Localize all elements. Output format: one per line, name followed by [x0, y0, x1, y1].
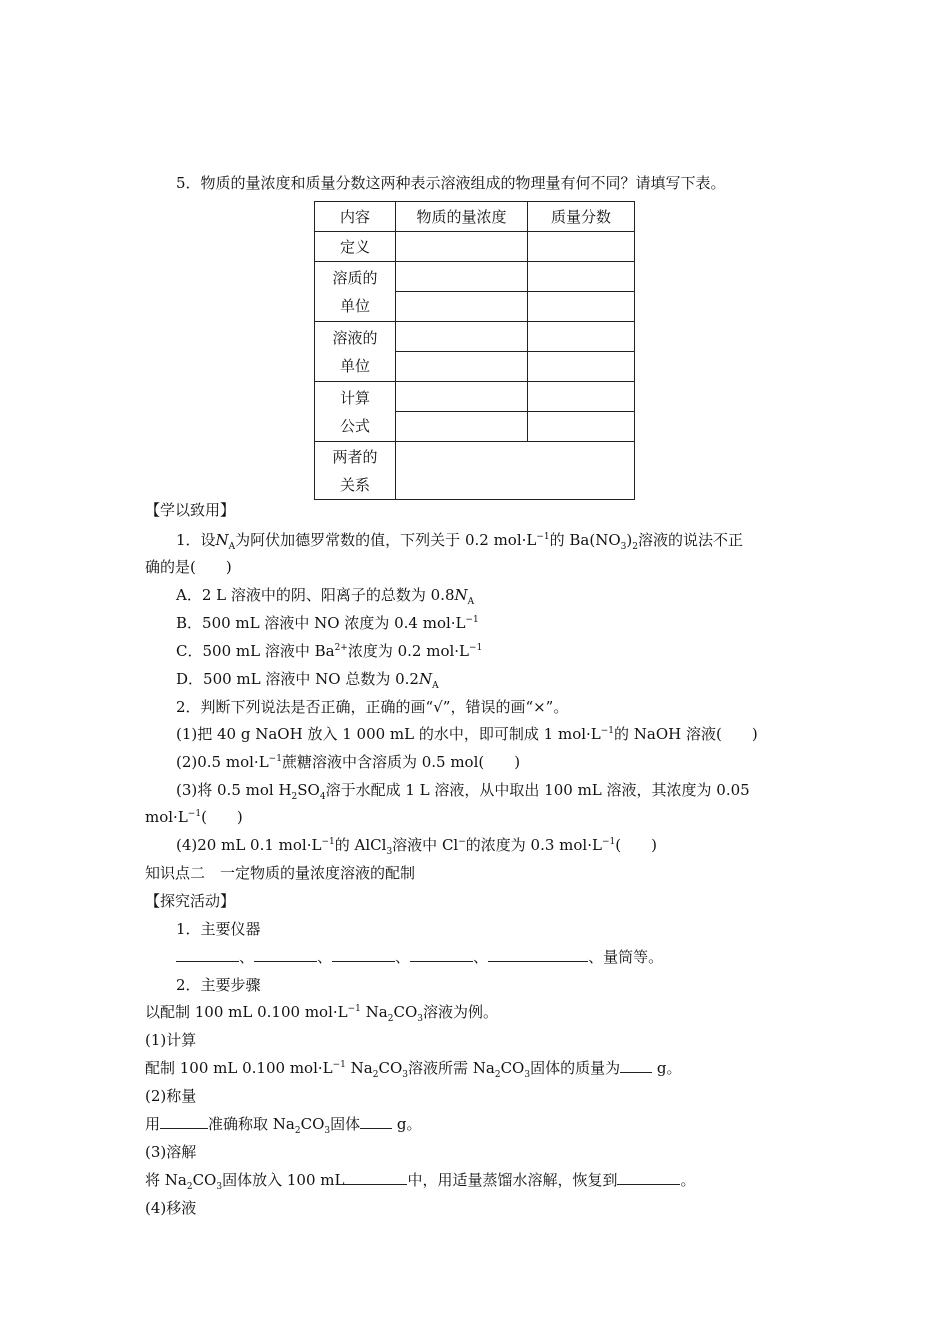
knowledge-point-2-title: 知识点二 一定物质的量浓度溶液的配制	[145, 864, 416, 882]
row-label-definition: 定义	[315, 232, 396, 262]
fill-blank[interactable]	[410, 947, 473, 962]
text: CO	[378, 1059, 403, 1077]
row-label-formula	[315, 382, 396, 442]
label-part: 溶液的	[332, 328, 378, 347]
answer-cell[interactable]	[396, 352, 528, 382]
sub: 2	[632, 542, 638, 552]
dissolve-line	[145, 1170, 695, 1190]
sup: −1	[268, 754, 282, 764]
section-instruments: 1．主要仪器	[176, 920, 261, 938]
table-row	[315, 232, 635, 262]
text: D．500 mL 溶液中 NO 总数为 0.2	[176, 670, 419, 688]
text: 的 AlCl	[334, 836, 387, 854]
text: ( )	[615, 836, 657, 854]
text: Na	[345, 1059, 373, 1077]
sub: 4	[319, 792, 326, 802]
answer-cell[interactable]	[528, 232, 635, 262]
step-weigh: (2)称量	[145, 1087, 197, 1105]
step-calculate: (1)计算	[145, 1031, 197, 1049]
label-part: 关系	[339, 475, 370, 494]
fill-blank[interactable]	[620, 1058, 652, 1073]
answer-cell[interactable]	[528, 292, 635, 322]
instruments-blanks	[176, 947, 663, 967]
text: 溶液的说法不正	[637, 531, 743, 549]
table-row	[315, 382, 635, 412]
sup: −1	[600, 726, 615, 736]
text: 溶液中 Cl	[392, 836, 459, 854]
row-label-solution-unit	[315, 322, 396, 382]
q2-item-4	[176, 835, 657, 855]
text: (2)0.5 mol·L	[176, 753, 269, 771]
separator: 、	[395, 948, 411, 966]
separator: 、	[239, 948, 255, 966]
text: 固体放入 100 mL	[222, 1171, 345, 1189]
sub: A	[228, 542, 236, 552]
fill-blank[interactable]	[176, 947, 239, 962]
q2-item-2	[176, 752, 520, 772]
header-mass-fraction: 质量分数	[528, 202, 635, 232]
text: (4)20 mL 0.1 mol·L	[176, 836, 322, 854]
explore-heading: 【探究活动】	[145, 892, 236, 910]
label-part: 单位	[339, 296, 370, 315]
sub: 2	[186, 1182, 193, 1192]
fill-blank[interactable]	[344, 1170, 407, 1185]
separator: 、	[317, 948, 333, 966]
q5-intro: 5．物质的量浓度和质量分数这两种表示溶液组成的物理量有何不同？请填写下表。	[176, 174, 726, 192]
answer-cell[interactable]	[396, 262, 528, 292]
fill-blank[interactable]	[488, 947, 588, 962]
text: g。	[392, 1115, 422, 1133]
header-molarity: 物质的量浓度	[396, 202, 528, 232]
text: 。	[680, 1171, 696, 1189]
text: g。	[652, 1059, 682, 1077]
sup: −1	[187, 809, 202, 819]
apply-heading: 【学以致用】	[145, 501, 236, 519]
q1-stem-line2: 确的是( )	[145, 558, 232, 576]
na-symbol: N	[418, 670, 433, 688]
answer-cell[interactable]	[528, 262, 635, 292]
separator: 、	[473, 948, 489, 966]
q1-option-c[interactable]	[176, 641, 482, 661]
sub: 3	[524, 1070, 531, 1080]
text: B．500 mL 溶液中 NO 浓度为 0.4 mol·L	[176, 614, 466, 632]
text: 固体	[330, 1115, 361, 1133]
text: 准确称取 Na	[208, 1115, 295, 1133]
text: 蔗糖溶液中含溶质为 0.5 mol( )	[281, 753, 521, 771]
text: 将 Na	[145, 1171, 187, 1189]
fill-blank[interactable]	[254, 947, 317, 962]
answer-cell[interactable]	[396, 292, 528, 322]
step-transfer: (4)移液	[145, 1199, 197, 1217]
text: Na	[360, 1003, 388, 1021]
answer-cell[interactable]	[528, 412, 635, 442]
text: A．2 L 溶液中的阴、阳离子的总数为 0.8	[176, 586, 455, 604]
text: 用	[145, 1115, 161, 1133]
q2-item-3-cont	[145, 807, 243, 827]
q2-item-1	[176, 724, 758, 744]
text: )	[626, 531, 633, 549]
section-steps: 2．主要步骤	[176, 976, 261, 994]
text: 的 NaOH 溶液( )	[614, 725, 758, 743]
label-part: 溶质的	[332, 268, 378, 287]
label-part: 单位	[339, 356, 370, 375]
text: 的浓度为 0.3 mol·L	[465, 836, 602, 854]
text: mol·L	[145, 808, 188, 826]
sub: 2	[294, 1126, 301, 1136]
q2-item-3	[176, 780, 750, 800]
answer-cell[interactable]	[396, 412, 528, 442]
sub: 3	[324, 1126, 331, 1136]
text: 溶液为例。	[423, 1003, 499, 1021]
sup: −1	[469, 643, 483, 653]
sub: 3	[386, 847, 393, 857]
sup: −1	[465, 615, 479, 625]
na-symbol: N	[215, 531, 229, 549]
table-row	[315, 262, 635, 292]
answer-cell-merged[interactable]	[396, 442, 635, 500]
sub: 2	[494, 1070, 501, 1080]
step-dissolve: (3)溶解	[145, 1143, 197, 1161]
text: ( )	[201, 808, 243, 826]
text: 中，用适量蒸馏水溶解，恢复到	[407, 1171, 618, 1189]
text: 以配制 100 mL 0.100 mol·L	[145, 1003, 348, 1021]
sub: 3	[216, 1182, 223, 1192]
sup: −1	[601, 837, 616, 847]
text: 固体的质量为	[530, 1059, 621, 1077]
text: CO	[500, 1059, 525, 1077]
text: 浓度为 0.2 mol·L	[347, 642, 470, 660]
fill-blank[interactable]	[160, 1114, 208, 1129]
text: 、量筒等。	[588, 948, 664, 966]
text: CO	[393, 1003, 418, 1021]
text: 配制 100 mL 0.100 mol·L	[145, 1059, 333, 1077]
label-part: 公式	[339, 416, 370, 435]
answer-cell[interactable]	[528, 382, 635, 412]
header-content: 内容	[315, 202, 396, 232]
table-row	[315, 442, 635, 500]
text: C．500 mL 溶液中 Ba	[176, 642, 335, 660]
fill-blank[interactable]	[360, 1114, 392, 1129]
sub: 3	[620, 542, 627, 552]
sub: 2	[387, 1014, 394, 1024]
sup: −1	[347, 1004, 361, 1014]
label-part: 计算	[339, 388, 370, 407]
sup: −	[458, 837, 466, 847]
answer-cell[interactable]	[396, 322, 528, 352]
q1-stem-line1	[176, 530, 743, 550]
text: CO	[192, 1171, 217, 1189]
sub: A	[467, 597, 475, 607]
text: (3)将 0.5 mol H	[176, 781, 292, 799]
sup: 2+	[334, 643, 348, 653]
text: CO	[300, 1115, 325, 1133]
label-part: 两者的	[332, 447, 378, 466]
sup: −1	[321, 837, 335, 847]
row-label-relation	[315, 442, 396, 500]
q1-option-d[interactable]	[176, 669, 439, 689]
calc-line	[145, 1058, 681, 1078]
sub: 2	[291, 792, 298, 802]
sub: 2	[372, 1070, 379, 1080]
example-line	[145, 1002, 498, 1022]
sub: 3	[417, 1014, 423, 1024]
answer-cell[interactable]	[528, 322, 635, 352]
fill-blank[interactable]	[332, 947, 395, 962]
answer-cell[interactable]	[528, 352, 635, 382]
text: 溶于水配成 1 L 溶液，从中取出 100 mL 溶液，其浓度为 0.05	[325, 781, 750, 799]
text: (1)把 40 g NaOH 放入 1 000 mL 的水中，即可制成 1 mol·L	[176, 725, 601, 743]
text: 的 Ba(NO	[549, 531, 621, 549]
q1-option-a[interactable]	[176, 585, 474, 605]
sub: A	[432, 681, 439, 691]
answer-cell[interactable]	[396, 232, 528, 262]
text: 溶液所需 Na	[408, 1059, 495, 1077]
text: 1．设	[176, 531, 216, 549]
comparison-table	[314, 201, 635, 500]
weigh-line	[145, 1114, 422, 1134]
text: 为阿伏加德罗常数的值，下列关于 0.2 mol·L	[235, 531, 537, 549]
answer-cell[interactable]	[396, 382, 528, 412]
text: SO	[297, 781, 320, 799]
na-symbol: N	[454, 586, 468, 604]
sup: −1	[536, 532, 550, 542]
sub: 3	[402, 1070, 408, 1080]
sup: −1	[332, 1060, 346, 1070]
row-label-solute-unit	[315, 262, 396, 322]
q1-option-b[interactable]	[176, 613, 479, 633]
q2-stem: 2．判断下列说法是否正确，正确的画“√”，错误的画“×”。	[176, 698, 569, 716]
fill-blank[interactable]	[617, 1170, 680, 1185]
table-row	[315, 322, 635, 352]
table-row	[315, 202, 635, 232]
